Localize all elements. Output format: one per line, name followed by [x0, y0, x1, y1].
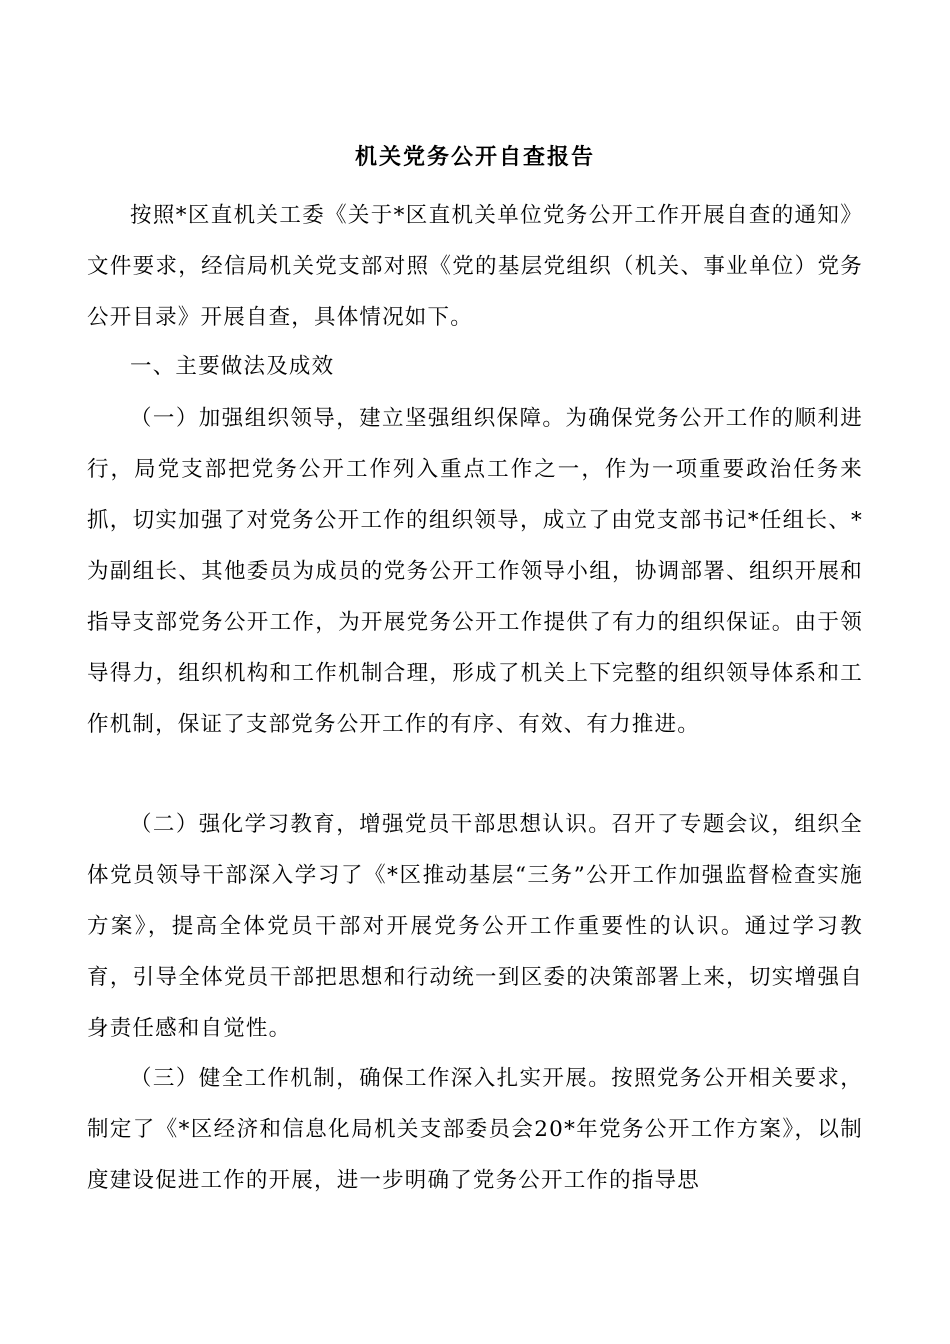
intro-paragraph: 按照*区直机关工委《关于*区直机关单位党务公开工作开展自查的通知》文件要求，经信局机关党支部对照《党的基层党组织（机关、事业单位）党务公开目录》开展自查，具体情况如下。: [87, 203, 863, 330]
paragraph-education: （二）强化学习教育，增强党员干部思想认识。召开了专题会议，组织全体党员领导干部深入学习了《*区推动基层“三务”公开工作加强监督检查实施方案》，提高全体党员干部对开展党务公开工作重要性的认识。通过学习教育，引导全体党员干部把思想和行动统一到区委的决策部署上来，切实增强自身责任感和自觉性。: [87, 812, 863, 1041]
paragraph-organization: （一）加强组织领导，建立坚强组织保障。为确保党务公开工作的顺利进行，局党支部把党务公开工作列入重点工作之一，作为一项重要政治任务来抓，切实加强了对党务公开工作的组织领导，成立了由党支部书记*任组长、*为副组长、其他委员为成员的党务公开工作领导小组，协调部署、组织开展和指导支部党务公开工作，为开展党务公开工作提供了有力的组织保证。由于领导得力，组织机构和工作机制合理，形成了机关上下完整的组织领导体系和工作机制，保证了支部党务公开工作的有序、有效、有力推进。: [87, 406, 863, 737]
paragraph-mechanism: （三）健全工作机制，确保工作深入扎实开展。按照党务公开相关要求，制定了《*区经济和信息化局机关支部委员会20*年党务公开工作方案》，以制度建设促进工作的开展，进一步明确了党务公开工作的指导思: [87, 1066, 863, 1193]
document-title: 机关党务公开自查报告: [354, 144, 595, 170]
section-heading: 一、主要做法及成效: [130, 354, 335, 379]
